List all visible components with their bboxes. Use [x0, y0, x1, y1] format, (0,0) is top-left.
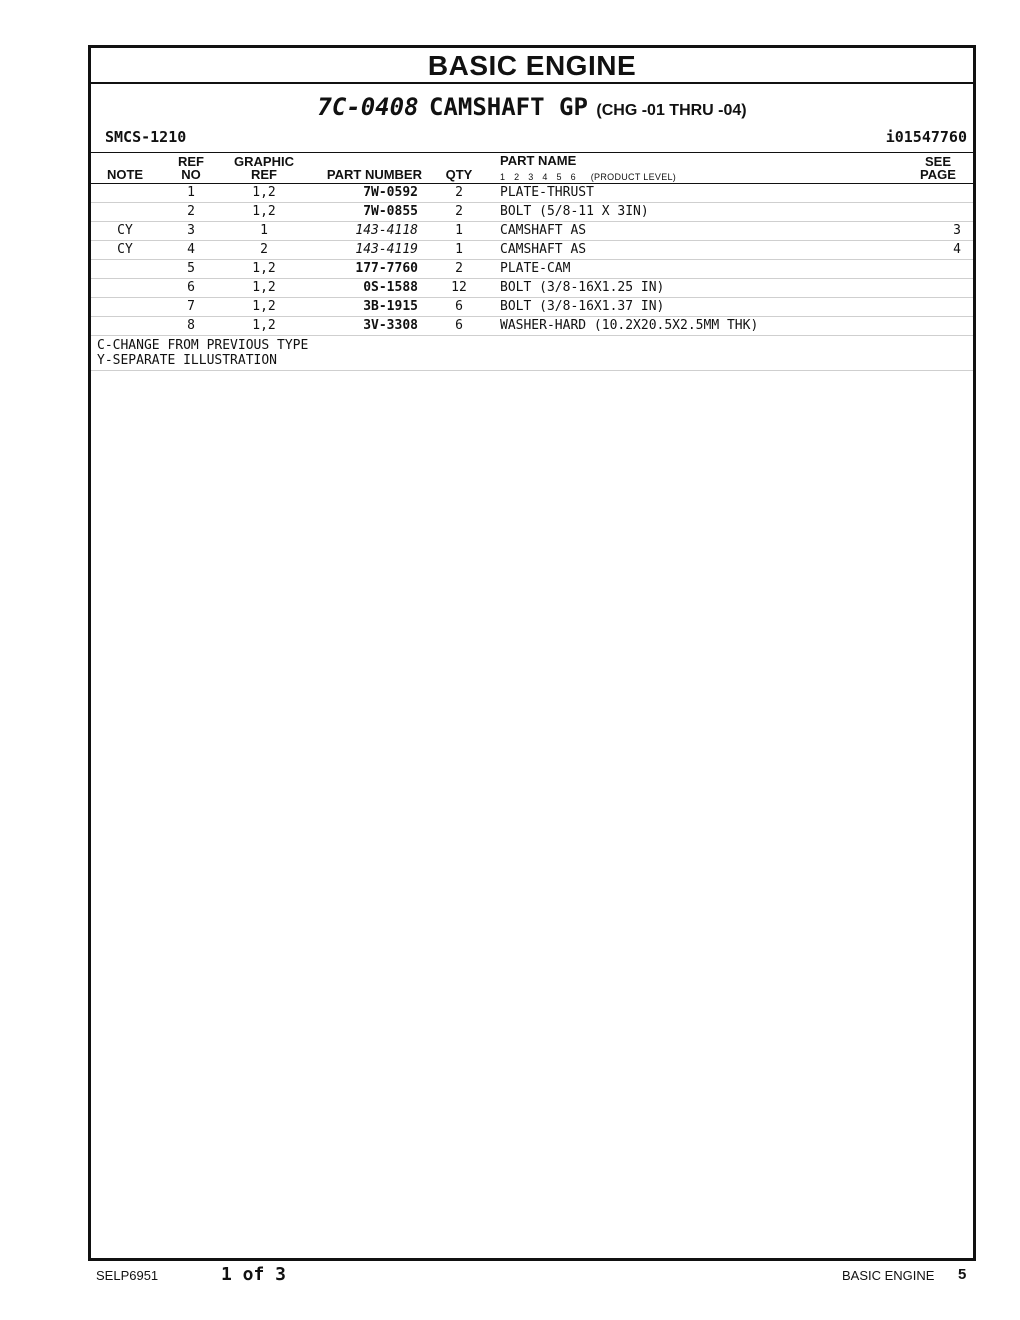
header-part-name: PART NAME: [500, 153, 577, 168]
row-ref-no: 4: [187, 242, 195, 257]
row-ref-no: 6: [187, 280, 195, 295]
table-row: [91, 184, 973, 203]
row-part-name: CAMSHAFT AS: [500, 242, 587, 257]
row-ref-no: 1: [187, 185, 195, 200]
group-name: CAMSHAFT GP: [428, 93, 588, 121]
section-title: BASIC ENGINE: [91, 48, 973, 84]
note-separate-illustration: Y-SEPARATE ILLUSTRATION: [97, 353, 278, 368]
group-change-range: (CHG -01 THRU -04): [596, 102, 747, 119]
row-qty: 1: [455, 223, 463, 238]
row-qty: 12: [451, 280, 467, 295]
row-note: CY: [117, 242, 133, 257]
header-see-top: SEE: [924, 154, 951, 169]
page-frame: [88, 45, 976, 1261]
row-graphic-ref: 1,2: [252, 185, 276, 200]
publication-number: SELP6951: [96, 1268, 159, 1283]
illustration-id[interactable]: i01547760: [885, 128, 967, 146]
row-ref-no: 7: [187, 299, 195, 314]
row-part-name: BOLT (5/8-11 X 3IN): [500, 204, 649, 219]
footer-section: BASIC ENGINE: [842, 1268, 935, 1283]
header-product-levels: [500, 171, 676, 184]
level-5: 5: [556, 172, 562, 182]
level-6: 6: [570, 172, 576, 182]
header-graphic-ref: [231, 155, 297, 181]
parts-table-header: [91, 152, 973, 184]
row-note: CY: [117, 223, 133, 238]
product-level-label: (PRODUCT LEVEL): [590, 172, 677, 182]
row-part-name: BOLT (3/8-16X1.25 IN): [500, 280, 665, 295]
header-graphic-top: GRAPHIC: [234, 154, 294, 169]
row-part-number[interactable]: 7W-0855: [363, 204, 418, 219]
parts-table-body: [91, 184, 973, 336]
table-row: [91, 260, 973, 279]
level-2: 2: [514, 172, 520, 182]
row-graphic-ref: 1,2: [252, 280, 276, 295]
header-part-number: PART NUMBER: [326, 167, 422, 182]
table-row: [91, 298, 973, 317]
row-part-number[interactable]: 143-4119: [355, 242, 418, 257]
row-see-page[interactable]: 3: [953, 223, 961, 238]
header-see-page: [913, 155, 963, 181]
level-4: 4: [542, 172, 548, 182]
group-number[interactable]: 7C-0408: [317, 93, 419, 121]
row-graphic-ref: 1,2: [252, 299, 276, 314]
row-part-number[interactable]: 3B-1915: [363, 299, 418, 314]
row-graphic-ref: 1,2: [252, 318, 276, 333]
header-graphic-bottom: REF: [251, 167, 277, 182]
row-qty: 2: [455, 185, 463, 200]
page-footer: [0, 1262, 1020, 1292]
row-qty: 1: [455, 242, 463, 257]
notes-legend: [91, 336, 973, 371]
row-part-number[interactable]: 0S-1588: [363, 280, 418, 295]
row-part-name: CAMSHAFT AS: [500, 223, 587, 238]
row-qty: 6: [455, 318, 463, 333]
row-qty: 6: [455, 299, 463, 314]
table-row: [91, 241, 973, 260]
page-of: 1 of 3: [221, 1264, 287, 1285]
table-row: [91, 203, 973, 222]
row-graphic-ref: 2: [260, 242, 268, 257]
group-title: [91, 92, 973, 122]
header-note: NOTE: [106, 167, 144, 182]
row-part-name: PLATE-CAM: [500, 261, 571, 276]
table-row: [91, 222, 973, 241]
row-part-name: BOLT (3/8-16X1.37 IN): [500, 299, 665, 314]
note-change: C-CHANGE FROM PREVIOUS TYPE: [97, 338, 309, 353]
row-part-name: WASHER-HARD (10.2X20.5X2.5MM THK): [500, 318, 759, 333]
header-ref-no: [171, 155, 211, 181]
row-part-number[interactable]: 7W-0592: [363, 185, 418, 200]
row-ref-no: 2: [187, 204, 195, 219]
row-ref-no: 3: [187, 223, 195, 238]
level-1: 1: [500, 172, 506, 182]
row-ref-no: 5: [187, 261, 195, 276]
page-number: 5: [958, 1266, 967, 1283]
header-qty: QTY: [445, 167, 473, 182]
level-3: 3: [528, 172, 534, 182]
header-see-bottom: PAGE: [920, 167, 956, 182]
row-part-number[interactable]: 3V-3308: [363, 318, 418, 333]
header-ref-bottom: NO: [181, 167, 201, 182]
row-part-number[interactable]: 177-7760: [355, 261, 418, 276]
meta-row: [91, 126, 973, 148]
row-qty: 2: [455, 261, 463, 276]
row-graphic-ref: 1,2: [252, 204, 276, 219]
row-ref-no: 8: [187, 318, 195, 333]
table-row: [91, 317, 973, 336]
table-row: [91, 279, 973, 298]
header-ref-top: REF: [178, 154, 204, 169]
row-graphic-ref: 1: [260, 223, 268, 238]
row-qty: 2: [455, 204, 463, 219]
row-see-page[interactable]: 4: [953, 242, 961, 257]
row-graphic-ref: 1,2: [252, 261, 276, 276]
row-part-number[interactable]: 143-4118: [355, 223, 418, 238]
smcs-code: SMCS-1210: [105, 128, 187, 146]
row-part-name: PLATE-THRUST: [500, 185, 594, 200]
